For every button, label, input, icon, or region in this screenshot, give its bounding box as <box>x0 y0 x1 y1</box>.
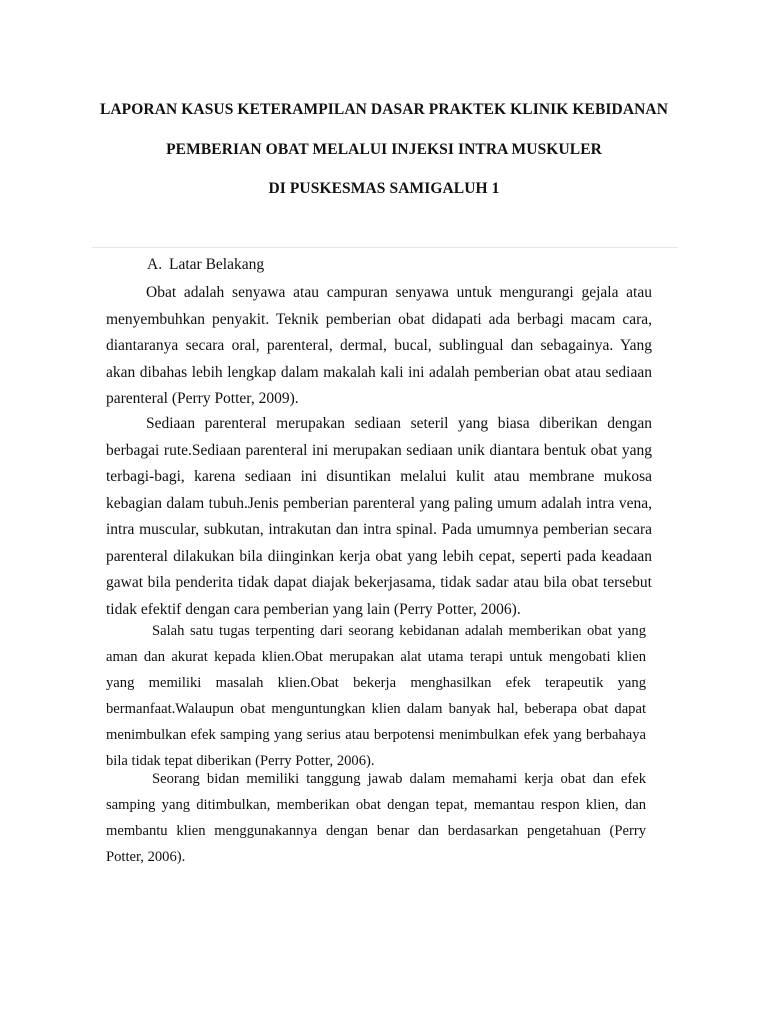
document-title-line-2: PEMBERIAN OBAT MELALUI INJEKSI INTRA MUSKULER <box>166 141 602 158</box>
paragraph-1: Obat adalah senyawa atau campuran senyawa untuk mengurangi gejala atau menyembuhkan penyakit. Teknik pemberian obat didapati ada berbagi macam cara, diantaranya secara oral, parenteral, dermal, bucal, sublingual dan sebagainya. Yang akan dibahas lebih lengkap dalam makalah kali ini adalah pemberian obat atau sediaan parenteral (Perry Potter, 2009). <box>106 284 652 407</box>
section-title: Latar Belakang <box>169 256 265 273</box>
document-title-line-3: DI PUSKESMAS SAMIGALUH 1 <box>268 180 500 197</box>
paragraph-4: Seorang bidan memiliki tanggung jawab dalam memahami kerja obat dan efek samping yang ditimbulkan, memberikan obat dengan tepat, memantau respon klien, dan membantu klien menggunakannya dengan benar dan berdasarkan pengetahuan (Perry Potter, 2006). <box>106 771 646 865</box>
section-number: A. <box>147 256 163 273</box>
section-heading <box>147 256 264 274</box>
divider <box>92 247 678 248</box>
document-title-line-1: LAPORAN KASUS KETERAMPILAN DASAR PRAKTEK KLINIK KEBIDANAN <box>99 101 669 118</box>
paragraph-3: Salah satu tugas terpenting dari seorang kebidanan adalah memberikan obat yang aman dan akurat kepada klien.Obat merupakan alat utama terapi untuk mengobati klien yang memiliki masalah klien.Obat bekerja menghasilkan efek terapeutik yang bermanfaat.Walaupun obat menguntungkan klien dalam banyak hal, beberapa obat dapat menimbulkan efek samping yang serius atau berpotensi menimbulkan efek yang berbahaya bila tidak tepat diberikan (Perry Potter, 2006). <box>106 623 646 769</box>
paragraph-2: Sediaan parenteral merupakan sediaan seteril yang biasa diberikan dengan berbagai rute.Sediaan parenteral ini merupakan sediaan unik diantara bentuk obat yang terbagi-bagi, karena sediaan ini disuntikan melalui kulit atau membrane mukosa kebagian dalam tubuh.Jenis pemberian parenteral yang paling umum adalah intra vena, intra muscular, subkutan, intrakutan dan intra spinal. Pada umumnya pemberian secara parenteral dilakukan bila diinginkan kerja obat yang lebih cepat, seperti pada keadaan gawat bila penderita tidak dapat diajak bekerjasama, tidak sadar atau bila obat tersebut tidak efektif dengan cara pemberian yang lain (Perry Potter, 2006). <box>106 415 652 618</box>
